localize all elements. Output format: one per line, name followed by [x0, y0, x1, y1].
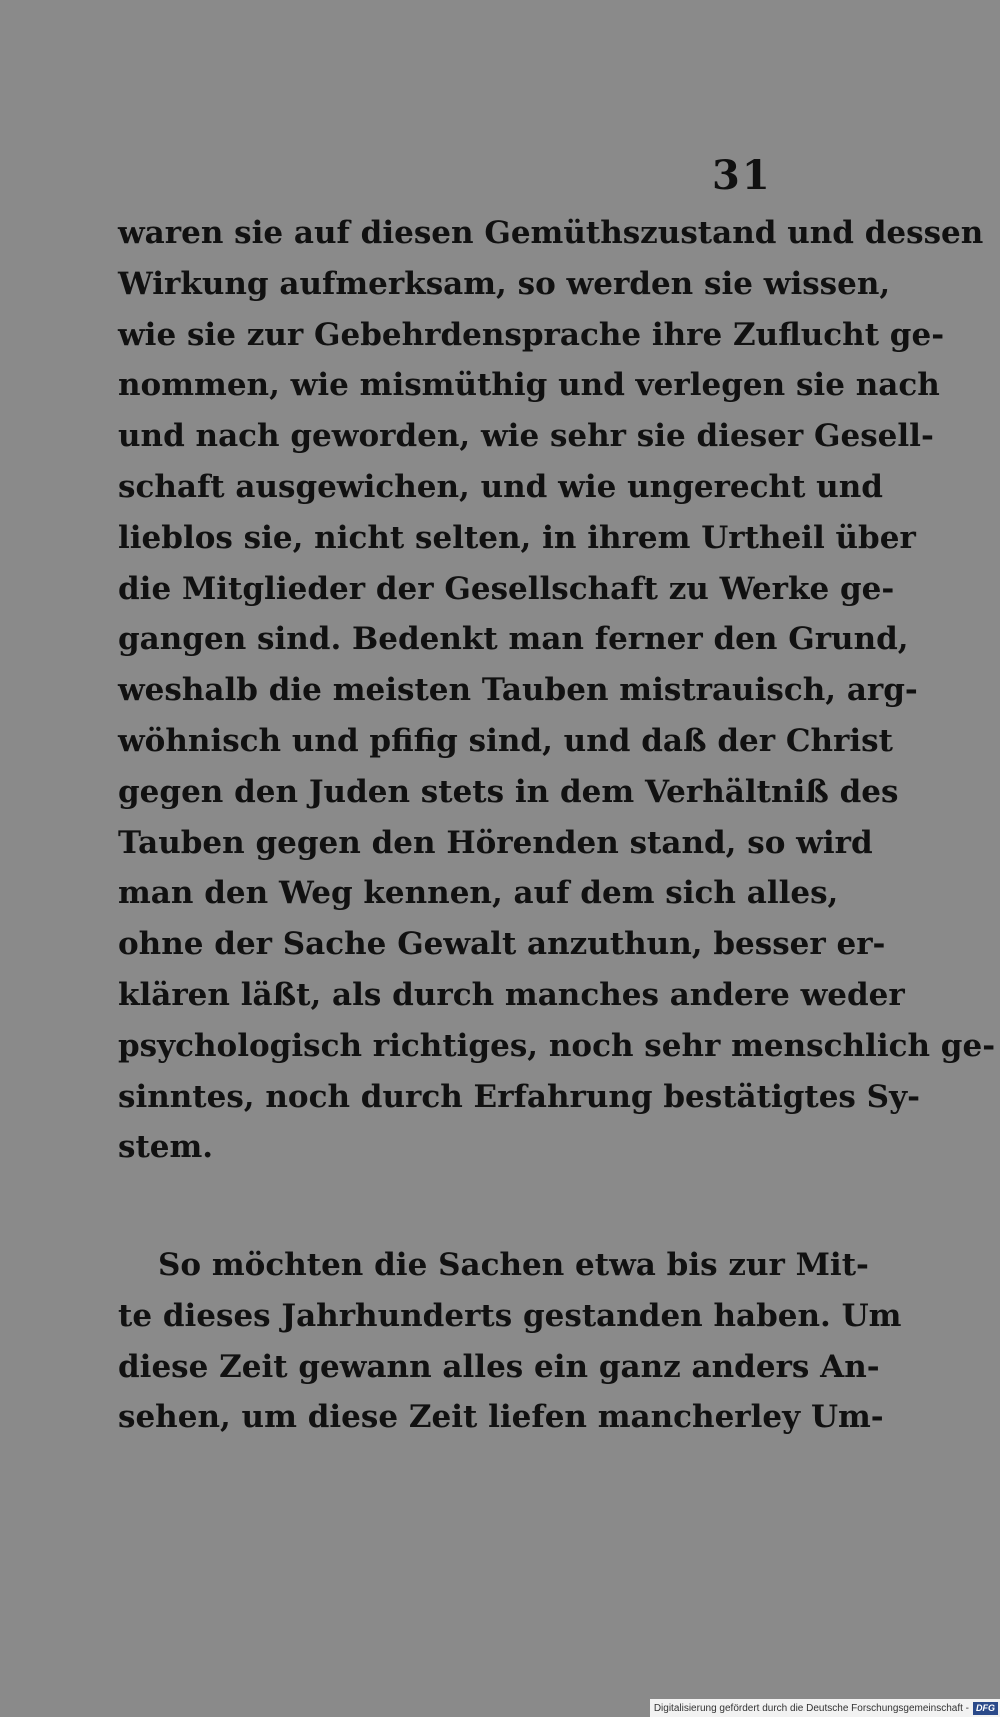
- text-line: stem.: [118, 1129, 214, 1166]
- text-line: sinntes, noch durch Erfahrung bestätigtes Sy-: [118, 1078, 920, 1115]
- page-number: 31: [712, 152, 772, 199]
- text-line: diese Zeit gewann alles ein ganz anders An-: [118, 1348, 880, 1385]
- text-line: nommen, wie mismüthig und verlegen sie nach: [118, 367, 940, 404]
- text-line: sehen, um diese Zeit liefen mancherley Um-: [118, 1399, 884, 1436]
- text-line: wie sie zur Gebehrdensprache ihre Zuflucht ge-: [118, 316, 945, 353]
- text-line: lieblos sie, nicht selten, in ihrem Urtheil über: [118, 519, 916, 556]
- text-line: waren sie auf diesen Gemüthszustand und dessen: [118, 215, 984, 251]
- credit-text: Digitalisierung gefördert durch die Deutsche Forschungsgemeinschaft -: [653, 1702, 969, 1714]
- text-line: wöhnisch und pfifig sind, und daß der Christ: [118, 722, 893, 759]
- text-line: weshalb die meisten Tauben mistrauisch, arg-: [118, 672, 918, 709]
- text-line: gangen sind. Bedenkt man ferner den Grund,: [118, 621, 909, 658]
- text-line: ohne der Sache Gewalt anzuthun, besser er-: [118, 926, 886, 963]
- text-line: man den Weg kennen, auf dem sich alles,: [118, 875, 839, 912]
- text-line: te dieses Jahrhunderts gestanden haben. Um: [118, 1297, 902, 1334]
- dfg-logo: DFG: [973, 1702, 998, 1715]
- digitization-credit: [650, 1699, 1000, 1717]
- paragraph-2: [118, 1240, 902, 1443]
- text-line: die Mitglieder der Gesellschaft zu Werke ge-: [118, 570, 895, 607]
- text-line: Tauben gegen den Hörenden stand, so wird: [118, 824, 873, 861]
- text-line: und nach geworden, wie sehr sie dieser Gesell-: [118, 418, 934, 455]
- text-line: gegen den Juden stets in dem Verhältniß des: [118, 773, 899, 810]
- text-line: So möchten die Sachen etwa bis zur Mit-: [158, 1247, 869, 1283]
- paragraph-1: [118, 208, 996, 1173]
- text-line: schaft ausgewichen, und wie ungerecht und: [118, 468, 883, 505]
- text-line: klären läßt, als durch manches andere weder: [118, 976, 905, 1013]
- text-line: psychologisch richtiges, noch sehr menschlich ge-: [118, 1027, 996, 1064]
- text-line: Wirkung aufmerksam, so werden sie wissen,: [118, 265, 891, 302]
